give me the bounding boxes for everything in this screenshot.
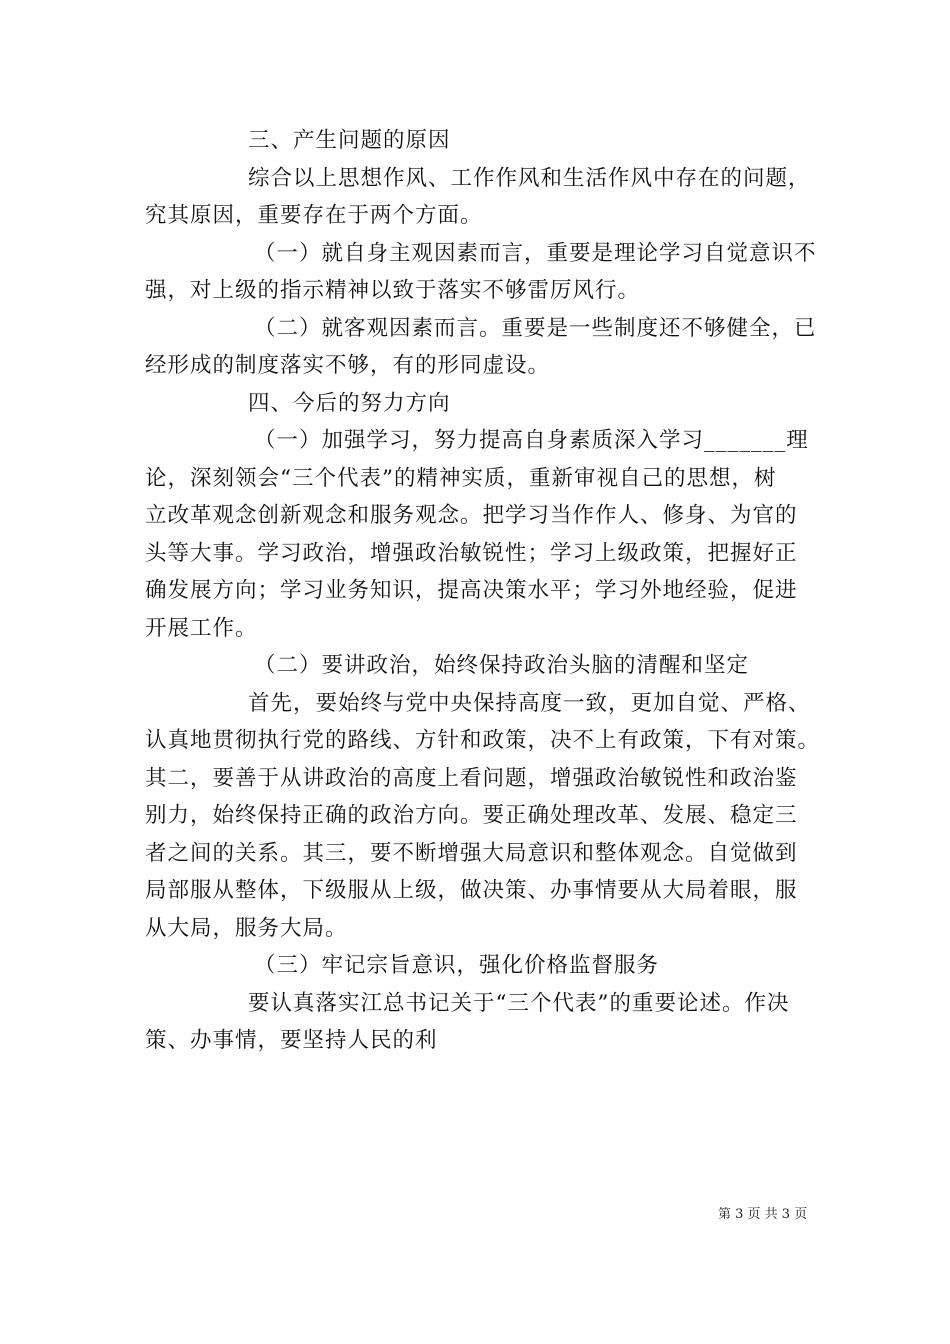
paragraph-line: （二）就客观因素而言。重要是一些制度还不够健全，已 (254, 315, 817, 341)
paragraph-line: 策、办事情，要坚持人民的利 (145, 1028, 438, 1053)
paragraph-line: 首先，要始终与党中央保持高度一致，更加自觉、严格、 (248, 690, 811, 716)
paragraph-line: 究其原因，重要存在于两个方面。 (145, 203, 483, 228)
paragraph-line: 认真地贯彻执行党的路线、方针和政策，决不上有政策，下有对策。 (145, 728, 821, 753)
paragraph-line: 开展工作。 (145, 615, 258, 641)
paragraph-line: （一）就自身主观因素而言，重要是理论学习自觉意识不 (254, 240, 817, 266)
paragraph-line: 论，深刻领会“三个代表”的精神实质，重新审视自己的思想，树 (145, 465, 777, 491)
subheading-purpose: （三）牢记宗旨意识，强化价格监督服务 (254, 953, 660, 978)
paragraph-line: 头等大事。学习政治，增强政治敏锐性；学习上级政策，把握好正 (145, 540, 798, 566)
paragraph-line: 要认真落实江总书记关于“三个代表”的重要论述。作决 (248, 990, 790, 1016)
paragraph-line: 别力，始终保持正确的政治方向。要正确处理改革、发展、稳定三 (145, 803, 798, 828)
paragraph-line: 局部服从整体，下级服从上级，做决策、办事情要从大局着眼，服 (145, 878, 798, 903)
paragraph-line: 从大局，服务大局。 (145, 915, 348, 941)
paragraph-line: 立改革观念创新观念和服务观念。把学习当作作人、修身、为官的 (145, 503, 798, 528)
paragraph-line: （一）加强学习，努力提高自身素质深入学习_______理 (254, 428, 809, 453)
paragraph-line: 确发展方向；学习业务知识，提高决策水平；学习外地经验，促进 (145, 578, 798, 603)
page-number-footer: 第 3 页 共 3 页 (718, 1207, 808, 1222)
subheading-politics: （二）要讲政治，始终保持政治头脑的清醒和坚定 (254, 653, 750, 678)
paragraph-line: 综合以上思想作风、工作作风和生活作风中存在的问题， (248, 165, 811, 191)
section-heading-direction: 四、今后的努力方向 (248, 390, 451, 416)
paragraph-line: 者之间的关系。其三，要不断增强大局意识和整体观念。自觉做到 (145, 840, 798, 866)
paragraph-line: 经形成的制度落实不够，有的形同虚设。 (145, 353, 551, 378)
paragraph-line: 强，对上级的指示精神以致于落实不够雷厉风行。 (145, 278, 641, 303)
section-heading-causes: 三、产生问题的原因 (248, 128, 451, 153)
paragraph-line: 其二，要善于从讲政治的高度上看问题，增强政治敏锐性和政治鉴 (145, 765, 798, 791)
document-body (145, 122, 821, 1060)
